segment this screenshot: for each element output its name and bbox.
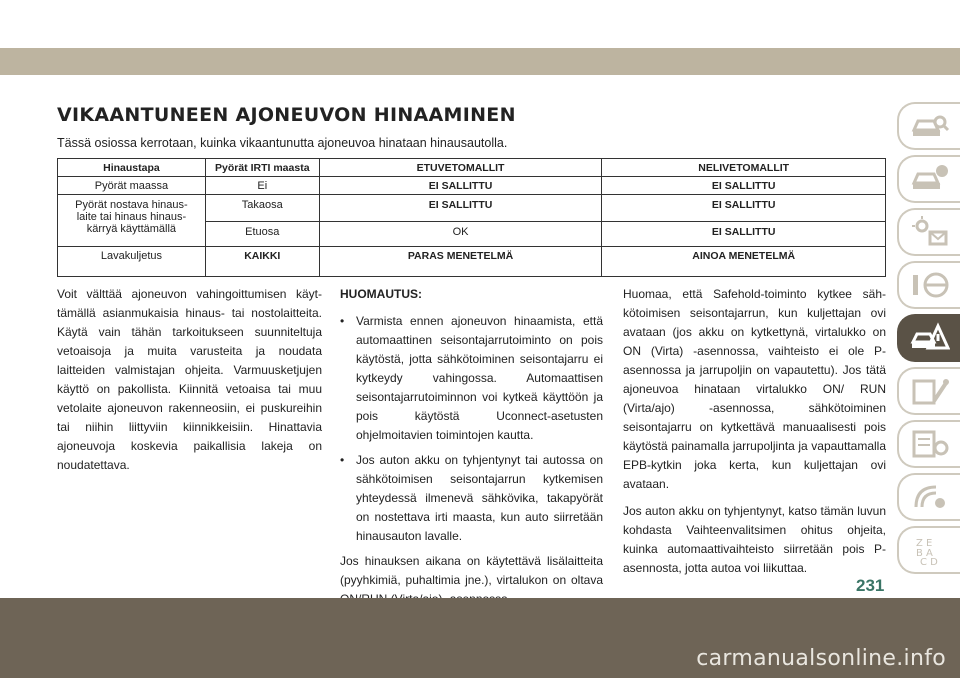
header-method: Hinaustapa	[58, 159, 206, 177]
watermark-text: carmanualsonline.info	[696, 646, 946, 671]
header-band	[0, 48, 960, 75]
note-list	[340, 312, 603, 546]
table-cell: EI SALLITTU	[602, 195, 886, 222]
tab-car-info[interactable]	[897, 155, 960, 203]
bullet: •	[340, 314, 345, 328]
chapter-tabs	[897, 102, 960, 579]
towing-table	[57, 158, 886, 277]
column-1	[57, 285, 322, 483]
specs-settings-icon	[910, 428, 950, 460]
method-line: laite tai hinaus hinaus-	[76, 211, 187, 223]
method-line: kärryä käyttämällä	[86, 223, 177, 235]
list-item-text: Jos auton akku on tyhjentynyt tai autossa on sähkötoimisen seisontajarrun kytkemisen yhteydessä ilmenevä sähkövika, takapyörät on nostettava irti maasta, kun auto siirretään hinausauton lavalle.	[356, 453, 603, 543]
table-cell-method	[58, 195, 206, 247]
multimedia-icon	[910, 481, 950, 513]
paragraph: Huomaa, että Safehold-toiminto kytkee sähkötoimisen seisontajarrun, kun kuljettajan ovi avataan (jos akku on kytkettynä, virtalukko on ON (Virta) -asennossa, vaihteisto ei ole P-asennossa ja jarrupoljin on vapautettu). Jos tätä ajoneuvoa hinataan virtalukko ON/ RUN (Virta/ajo) -asennossa, sähkötoiminen seisontajarru on kytkettävä manuaalisesti pois käytöstä painamalla jarrupoljinta ja vapauttamalla EPB-kytkin joka kerta, kun kuljettajan ovi avataan.	[623, 287, 886, 491]
list-item	[340, 451, 603, 546]
paragraph: Jos hinauksen aikana on käytettävä lisälaitteita (pyyhkimiä, puhaltimia jne.), virtalukon on oltava	[340, 554, 603, 587]
tab-emergency[interactable]	[897, 314, 960, 362]
page-number: 231	[856, 576, 885, 595]
table-cell: Takaosa	[205, 195, 319, 222]
table-cell: PARAS MENETELMÄ	[319, 247, 602, 277]
tab-specs-settings[interactable]	[897, 420, 960, 468]
warning-lights-icon	[910, 216, 950, 248]
list-item-text: Varmista ennen ajoneuvon hinaamista, että automaattinen seisontajarrutoiminto on pois käytöstä, jotta sähkötoiminen seisontajarru ei kytkeydy vahingossa. Automaattisen seisontajarrutoiminnon voi kytkeä käyttöön ja pois käytöstä Uconnect-asetusten ohjelmoitavien toimintojen kautta.	[356, 314, 603, 442]
service-tools-icon	[910, 375, 950, 407]
steering-wheel-icon	[910, 269, 950, 301]
tab-steering-wheel[interactable]	[897, 261, 960, 309]
bullet: •	[340, 453, 345, 467]
svg-text:B A: B A	[915, 548, 933, 559]
method-line: Pyörät nostava hinaus-	[75, 199, 188, 211]
top-margin	[0, 0, 960, 48]
table-cell: EI SALLITTU	[602, 177, 886, 195]
table-cell: Etuosa	[205, 222, 319, 247]
column-3	[623, 285, 886, 586]
tab-warning-lights[interactable]	[897, 208, 960, 256]
header-awd: NELIVETOMALLIT	[602, 159, 886, 177]
page-title: VIKAANTUNEEN AJONEUVON HINAAMINEN	[57, 104, 516, 126]
table-cell: EI SALLITTU	[602, 222, 886, 247]
table-cell: Ei	[205, 177, 319, 195]
table-row	[58, 195, 886, 222]
table-cell: EI SALLITTU	[319, 177, 602, 195]
tab-service-tools[interactable]	[897, 367, 960, 415]
header-fwd: ETUVETOMALLIT	[319, 159, 602, 177]
car-info-icon	[910, 163, 950, 195]
svg-text:Z E: Z E	[915, 538, 932, 549]
paragraph: Voit välttää ajoneuvon vahingoittumisen käyttämällä asianmukaisia hinaus- tai nostolaitteita. Käytä vain tähän tarkoitukseen suunniteltuja vetoaisoja ja muita varusteita ja noudata laitteiden valmistajan ohjeita. Varmuusketjujen käyttö on pakollista. Kiinnitä vetoaisa tai muu vetolaite ajoneuvon rakenneosiin, ei puskureihin tai niihin liittyviin kiinnikkeisiin. Hinattavia ajoneuvoja koskevia paikallisia lakeja on noudatettava.	[57, 287, 322, 472]
svg-text:C D: C D	[919, 557, 938, 566]
table-cell: Lavakuljetus	[58, 247, 206, 277]
table-cell: EI SALLITTU	[319, 195, 602, 222]
paragraph: Jos auton akku on tyhjentynyt, katso tämän luvun kohdasta Vaihteenvalitsimen ohitus ohjeita, kuinka automaattivaihteisto siirretään pois P-asennosta, jotta autoa voi liikuttaa.	[623, 504, 886, 575]
note-heading: HUOMAUTUS:	[340, 287, 422, 301]
table-cell: Pyörät maassa	[58, 177, 206, 195]
column-2	[340, 285, 603, 617]
emergency-car-icon	[910, 322, 950, 354]
table-row	[58, 247, 886, 277]
list-item	[340, 312, 603, 445]
table-row	[58, 177, 886, 195]
car-search-icon	[910, 110, 950, 142]
table-cell: OK	[319, 222, 602, 247]
index-letters-icon	[910, 534, 950, 566]
tab-index[interactable]	[897, 526, 960, 574]
header-wheels-off: Pyörät IRTI maasta	[205, 159, 319, 177]
intro-text: Tässä osiossa kerrotaan, kuinka vikaantunutta ajoneuvoa hinataan hinausautolla.	[57, 136, 508, 150]
table-cell: KAIKKI	[205, 247, 319, 277]
tab-multimedia[interactable]	[897, 473, 960, 521]
tab-car-search[interactable]	[897, 102, 960, 150]
table-cell: AINOA MENETELMÄ	[602, 247, 886, 277]
